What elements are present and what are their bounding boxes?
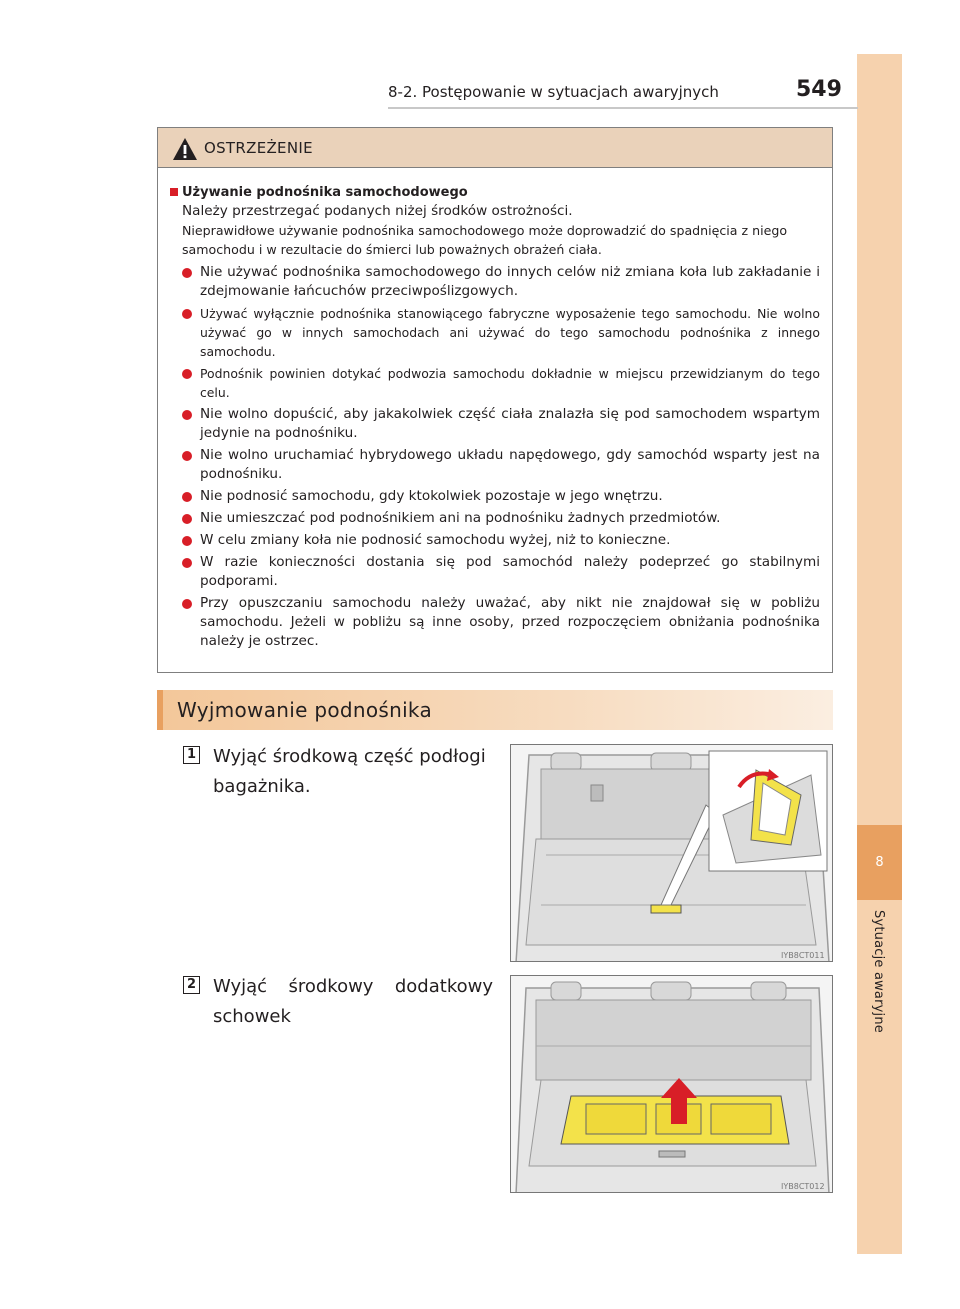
step-number-2: 2 [183, 976, 200, 994]
section-banner [157, 690, 833, 730]
step-text-2: Wyjąć środkowy dodatkowy schowek [213, 976, 493, 1027]
storage-tray-illustration [511, 976, 833, 1193]
warning-header [158, 128, 832, 168]
warning-subheading: Używanie podnośnika samochodowego [170, 183, 820, 202]
chapter-label: Sytuacje awaryjne [871, 910, 886, 1033]
warning-triangle-icon [172, 137, 198, 161]
warning-intro-2: Nieprawidłowe używanie podnośnika samochodowego może doprowadzić do spadnięcia z niego samochodu i w rezultacie do śmierci lub poważnych obrażeń ciała. [182, 223, 788, 257]
warning-bullet: W razie konieczności dostania się pod samochód należy podeprzeć go stabilnymi podporami. [170, 553, 820, 591]
header-rule [388, 107, 858, 109]
warning-bullet: W celu zmiany koła nie podnosić samochodu wyżej, niż to konieczne. [170, 531, 820, 550]
warning-bullet: Używać wyłącznie podnośnika stanowiącego fabryczne wyposażenie tego samochodu. Nie wolno używać go w innych samochodach ani używać do tego samochodu podnośnika z innego samochodu. [170, 304, 820, 361]
warning-body [170, 183, 820, 654]
step-text-1: Wyjąć środkową część podłogi bagażnika. [213, 746, 486, 797]
warning-bullet: Nie umieszczać pod podnośnikiem ani na podnośniku żadnych przedmiotów. [170, 509, 820, 528]
chapter-number-tab [857, 825, 902, 900]
trunk-floor-illustration [511, 745, 833, 962]
warning-bullet: Nie używać podnośnika samochodowego do innych celów niż zmiana koła lub zakładanie i zdejmowanie łańcuchów przeciwpoślizgowych. [170, 263, 820, 301]
figure-code: IYB8CT012 [781, 1182, 825, 1191]
page-header [388, 74, 848, 110]
header-section-title: 8-2. Postępowanie w sytuacjach awaryjnych [388, 83, 719, 101]
warning-bullet: Nie podnosić samochodu, gdy ktokolwiek pozostaje w jego wnętrzu. [170, 487, 820, 506]
warning-box [157, 127, 833, 673]
figure-storage-tray [510, 975, 833, 1193]
figure-code: IYB8CT011 [781, 951, 825, 960]
warning-intro-1: Należy przestrzegać podanych niżej środków ostrożności. [182, 203, 573, 219]
warning-title: OSTRZEŻENIE [204, 139, 313, 157]
warning-bullet-list [170, 263, 820, 651]
warning-bullet: Nie wolno dopuścić, aby jakakolwiek część ciała znalazła się pod samochodem wspartym jedynie na podnośniku. [170, 405, 820, 443]
chapter-label-container [866, 910, 894, 1070]
figure-trunk-floor [510, 744, 833, 962]
step-number-1: 1 [183, 746, 200, 764]
section-title: Wyjmowanie podnośnika [177, 698, 433, 722]
warning-bullet: Podnośnik powinien dotykać podwozia samochodu dokładnie w miejscu przewidzianym do tego celu. [170, 364, 820, 402]
chapter-side-tab [857, 54, 902, 1254]
warning-bullet: Nie wolno uruchamiać hybrydowego układu napędowego, gdy samochód wsparty jest na podnośniku. [170, 446, 820, 484]
page-number: 549 [796, 77, 842, 102]
warning-bullet: Przy opuszczaniu samochodu należy uważać, aby nikt nie znajdował się w pobliżu samochodu. Jeżeli w pobliżu są inne osoby, przed rozpoczęciem obniżania podnośnika należy je ostrzec. [170, 594, 820, 651]
chapter-number: 8 [875, 855, 884, 870]
